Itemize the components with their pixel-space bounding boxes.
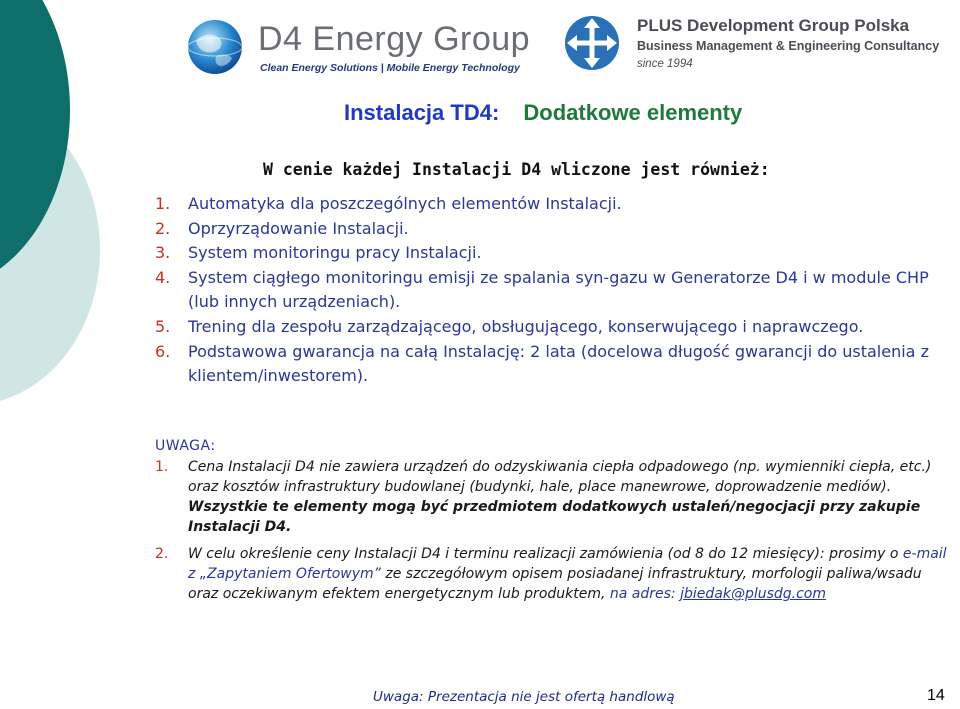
compass-arrows-icon (563, 14, 621, 72)
list-item-number: 6. (155, 341, 171, 361)
plus-logo-since: since 1994 (637, 58, 693, 70)
included-elements-list (155, 192, 945, 389)
plus-logo-subtitle: Business Management & Engineering Consultancy (637, 39, 940, 53)
footer-disclaimer: Uwaga: Prezentacja nie jest ofertą handlową (373, 689, 675, 705)
note-1-bold-text: Wszystkie te elementy mogą być przedmiotem dodatkowych ustaleń/negocjacji przy zakupie Instalacji D4. (188, 499, 921, 535)
list-item-text: Oprzyrządowanie Instalacji. (188, 218, 409, 238)
note-number: 1. (155, 459, 169, 475)
d4-logo-name: D4 Energy Group (258, 20, 531, 58)
list-item (155, 192, 945, 217)
page-number: 14 (927, 687, 945, 704)
d4-energy-group-logo (186, 14, 531, 80)
uwaga-section (155, 436, 955, 604)
list-item (155, 241, 945, 266)
list-item-number: 1. (155, 194, 171, 213)
list-item-text: Podstawowa gwarancja na całą Instalację: 2 lata (docelowa długość gwarancji do ustalenia z klientem/inwestorem). (188, 341, 929, 386)
note-1 (155, 457, 955, 537)
list-item-number: 3. (155, 243, 171, 263)
plus-development-logo (563, 12, 940, 78)
note-number: 2. (155, 546, 169, 562)
slide-title-part2: Dodatkowe elementy (523, 100, 743, 125)
list-item (155, 315, 945, 340)
d4-globe-icon (186, 18, 244, 76)
list-item-text: Automatyka dla poszczególnych elementów Instalacji. (188, 194, 622, 213)
list-item-number: 2. (155, 218, 171, 238)
list-item (155, 266, 945, 315)
list-item-text: System monitoringu pracy Instalacji. (188, 243, 482, 263)
list-item-number: 5. (155, 316, 171, 336)
note-1-text: Cena Instalacji D4 nie zawiera urządzeń do odzyskiwania ciepła odpadowego (np. wymienniki ciepła, etc.) oraz kosztów infrastruktury budowlanej (budynki, hale, place manewrowe, doprowadzenie mediów). (188, 459, 932, 495)
d4-logo-tagline: Clean Energy Solutions | Mobile Energy Technology (260, 62, 520, 74)
slide-subtitle: W cenie każdej Instalacji D4 wliczone jest również: (263, 160, 770, 179)
plus-logo-title: PLUS Development Group Polska (637, 16, 910, 35)
note-2 (155, 544, 955, 604)
slide-title (344, 100, 742, 126)
list-item-text: System ciągłego monitoringu emisji ze spalania syn-gazu w Generatorze D4 i w module CHP (lub innych urządzeniach). (188, 267, 929, 312)
list-item-number: 4. (155, 267, 171, 287)
note-2-text-after: ze szczegółowym opisem posiadanej infrastruktury, morfologii paliwa/wsadu oraz oczekiwanym efektem energetycznym lub produktem, (188, 566, 922, 602)
note-2-text-before: W celu określenie ceny Instalacji D4 i terminu realizacji zamówienia (od 8 do 12 miesięcy): prosimy o (188, 546, 899, 562)
list-item (155, 340, 945, 389)
slide-title-part1: Instalacja TD4: (344, 100, 500, 125)
email-link[interactable]: jbiedak@plusdg.com (680, 586, 827, 602)
list-item (155, 217, 945, 242)
email-request-phrase: e-mail z „Zapytaniem Ofertowym” (188, 546, 947, 582)
uwaga-label: UWAGA: (155, 438, 216, 454)
address-label: na adres: (609, 586, 676, 602)
list-item-text: Trening dla zespołu zarządzającego, obsługującego, konserwującego i naprawczego. (188, 316, 864, 336)
